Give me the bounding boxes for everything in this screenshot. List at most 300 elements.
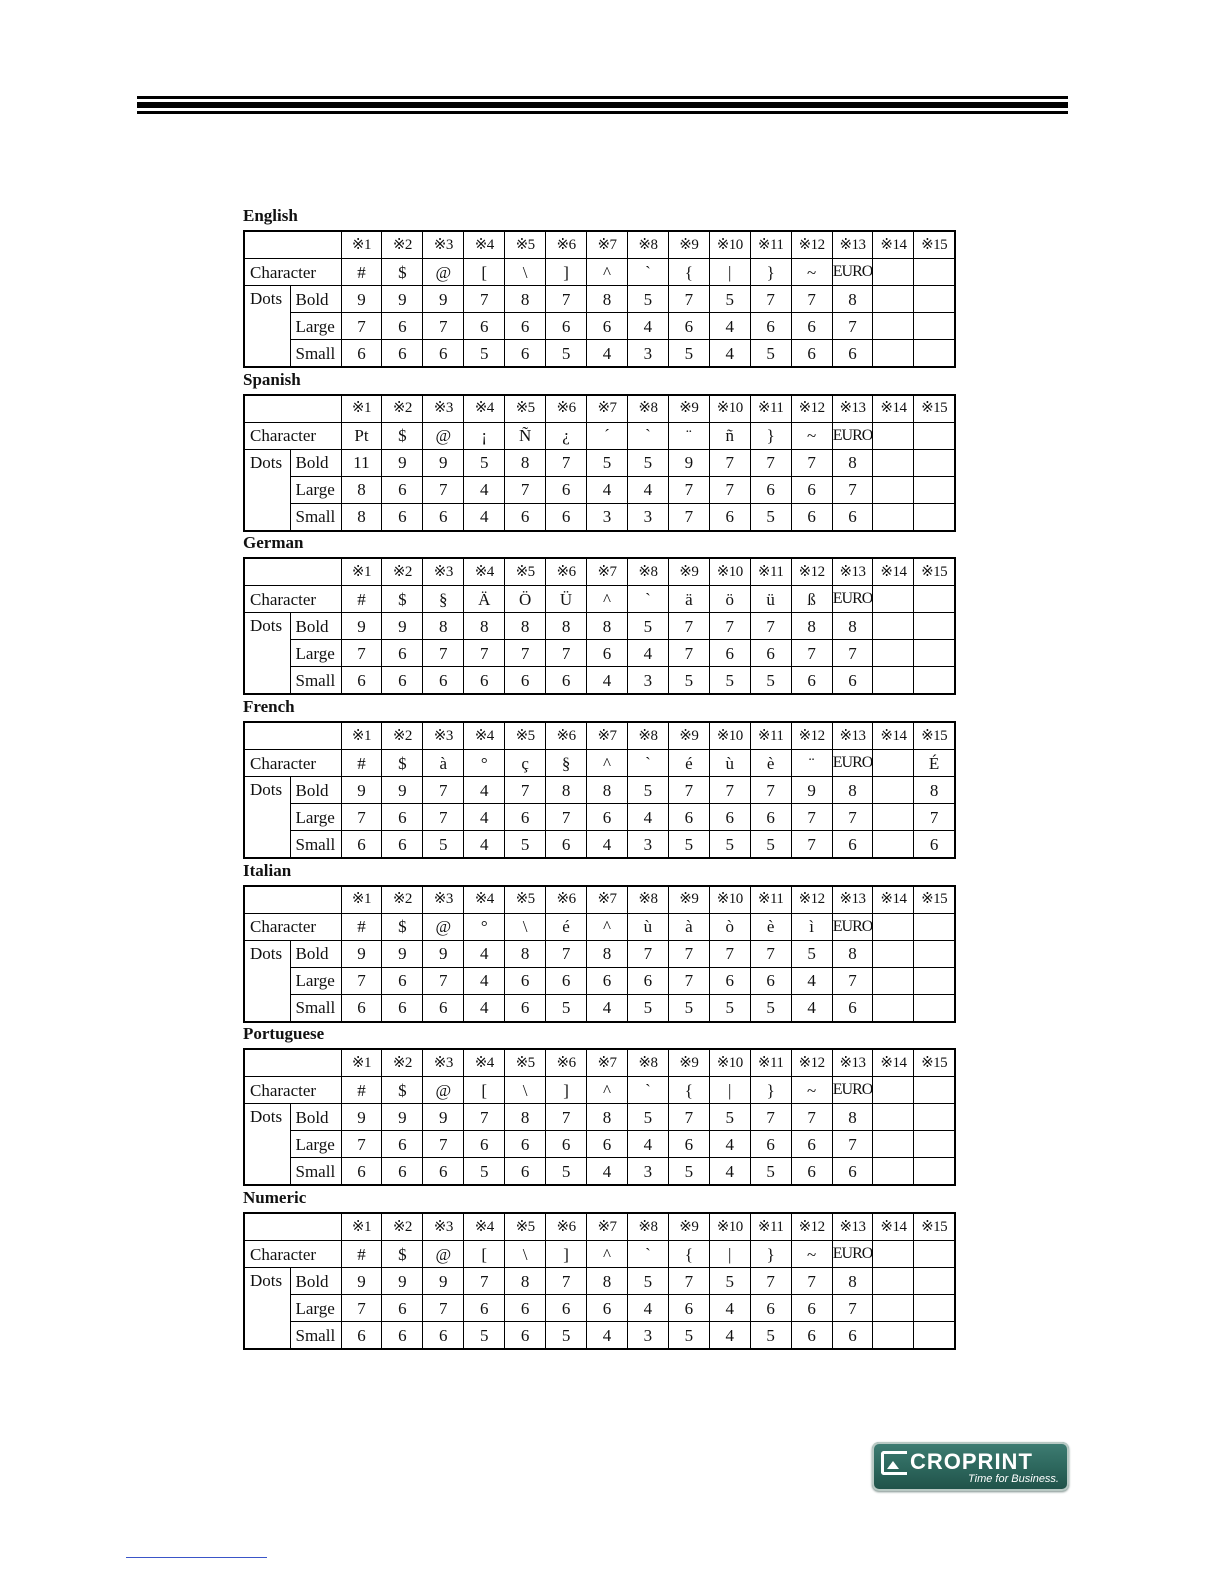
small-dots-cell: 4 bbox=[587, 1158, 628, 1186]
row-label-small: Small bbox=[290, 831, 341, 859]
column-header: ※12 bbox=[791, 1049, 832, 1077]
column-header: ※14 bbox=[873, 558, 914, 586]
bold-dots-cell: 7 bbox=[546, 449, 587, 476]
column-header: ※4 bbox=[464, 231, 505, 259]
small-dots-cell: 3 bbox=[627, 1322, 668, 1350]
bold-dots-cell: 8 bbox=[505, 1104, 546, 1131]
small-dots-cell: 6 bbox=[341, 1322, 382, 1350]
bold-dots-cell: 9 bbox=[341, 940, 382, 967]
bold-dots-cell: 8 bbox=[505, 1268, 546, 1295]
bold-dots-cell: 7 bbox=[627, 940, 668, 967]
small-dots-cell: 6 bbox=[832, 667, 873, 695]
bold-dots-cell: 7 bbox=[464, 1104, 505, 1131]
large-dots-cell bbox=[914, 1131, 955, 1158]
character-cell: ^ bbox=[587, 259, 628, 286]
character-cell: ò bbox=[709, 913, 750, 940]
column-header: ※7 bbox=[587, 1213, 628, 1241]
character-cell: @ bbox=[423, 422, 464, 449]
small-dots-cell: 5 bbox=[668, 1322, 709, 1350]
large-dots-cell: 6 bbox=[587, 313, 628, 340]
small-dots-cell: 5 bbox=[464, 1158, 505, 1186]
column-header: ※15 bbox=[914, 886, 955, 914]
small-dots-cell: 4 bbox=[587, 1322, 628, 1350]
bold-dots-cell bbox=[873, 940, 914, 967]
character-row bbox=[244, 750, 955, 777]
row-label-small: Small bbox=[290, 994, 341, 1022]
column-header: ※8 bbox=[627, 1049, 668, 1077]
character-cell: EURO bbox=[832, 259, 873, 286]
bold-dots-cell: 7 bbox=[464, 286, 505, 313]
header-rule-top bbox=[137, 96, 1068, 99]
large-dots-cell: 4 bbox=[587, 476, 628, 503]
character-cell: EURO bbox=[832, 1077, 873, 1104]
character-cell: { bbox=[668, 1241, 709, 1268]
small-dots-cell: 6 bbox=[341, 1158, 382, 1186]
character-cell: } bbox=[750, 1241, 791, 1268]
column-header: ※15 bbox=[914, 558, 955, 586]
large-dots-cell: 7 bbox=[341, 967, 382, 994]
bold-dots-cell: 5 bbox=[627, 449, 668, 476]
column-header: ※3 bbox=[423, 722, 464, 750]
bold-dots-cell bbox=[873, 286, 914, 313]
character-set-tables bbox=[243, 205, 954, 1351]
large-dots-cell bbox=[914, 967, 955, 994]
character-cell: [ bbox=[464, 1077, 505, 1104]
character-cell: ì bbox=[791, 913, 832, 940]
large-dots-cell: 6 bbox=[382, 804, 423, 831]
large-dots-cell: 6 bbox=[587, 967, 628, 994]
column-header: ※10 bbox=[709, 1213, 750, 1241]
large-dots-cell: 7 bbox=[505, 476, 546, 503]
large-dots-cell: 7 bbox=[914, 804, 955, 831]
large-dots-cell: 6 bbox=[709, 804, 750, 831]
column-header: ※3 bbox=[423, 231, 464, 259]
header-row bbox=[244, 722, 955, 750]
character-cell: # bbox=[341, 1077, 382, 1104]
character-cell: § bbox=[546, 750, 587, 777]
small-dots-cell: 6 bbox=[382, 1158, 423, 1186]
large-row bbox=[244, 476, 955, 503]
bold-dots-cell: 7 bbox=[750, 1104, 791, 1131]
large-dots-cell: 4 bbox=[627, 1131, 668, 1158]
column-header: ※1 bbox=[341, 886, 382, 914]
column-header: ※13 bbox=[832, 722, 873, 750]
small-dots-cell: 5 bbox=[668, 340, 709, 368]
character-cell: ß bbox=[791, 586, 832, 613]
character-cell: é bbox=[668, 750, 709, 777]
small-dots-cell: 6 bbox=[341, 994, 382, 1022]
column-header: ※13 bbox=[832, 231, 873, 259]
row-label-large: Large bbox=[290, 967, 341, 994]
bold-dots-cell: 7 bbox=[750, 449, 791, 476]
bold-dots-cell: 8 bbox=[832, 1268, 873, 1295]
character-cell: Pt bbox=[341, 422, 382, 449]
character-cell: $ bbox=[382, 1077, 423, 1104]
logo-peak-icon bbox=[887, 1461, 899, 1469]
column-header: ※1 bbox=[341, 231, 382, 259]
row-label-character: Character bbox=[244, 1241, 341, 1268]
large-dots-cell: 6 bbox=[791, 476, 832, 503]
small-dots-cell: 4 bbox=[587, 994, 628, 1022]
bold-dots-cell: 8 bbox=[505, 286, 546, 313]
character-cell bbox=[914, 1241, 955, 1268]
bold-row bbox=[244, 286, 955, 313]
bold-dots-cell: 4 bbox=[464, 777, 505, 804]
column-header: ※5 bbox=[505, 1049, 546, 1077]
large-dots-cell: 4 bbox=[464, 967, 505, 994]
bold-dots-cell bbox=[914, 613, 955, 640]
row-label-bold: Bold bbox=[290, 286, 341, 313]
character-cell bbox=[914, 586, 955, 613]
row-label-character: Character bbox=[244, 586, 341, 613]
column-header: ※7 bbox=[587, 886, 628, 914]
bold-dots-cell: 7 bbox=[546, 1268, 587, 1295]
header-row bbox=[244, 395, 955, 423]
column-header: ※4 bbox=[464, 558, 505, 586]
small-dots-cell: 5 bbox=[750, 831, 791, 859]
column-header: ※8 bbox=[627, 1213, 668, 1241]
column-header: ※8 bbox=[627, 886, 668, 914]
column-header: ※9 bbox=[668, 231, 709, 259]
large-dots-cell: 7 bbox=[668, 967, 709, 994]
character-cell bbox=[873, 1241, 914, 1268]
character-cell bbox=[873, 913, 914, 940]
bold-row bbox=[244, 613, 955, 640]
column-header: ※7 bbox=[587, 1049, 628, 1077]
small-dots-cell: 6 bbox=[791, 503, 832, 531]
character-cell: $ bbox=[382, 422, 423, 449]
bold-dots-cell: 9 bbox=[423, 1104, 464, 1131]
character-cell: | bbox=[709, 1241, 750, 1268]
large-dots-cell: 6 bbox=[505, 967, 546, 994]
large-dots-cell: 6 bbox=[709, 967, 750, 994]
small-dots-cell: 5 bbox=[668, 1158, 709, 1186]
bold-dots-cell: 9 bbox=[382, 1104, 423, 1131]
bold-dots-cell: 9 bbox=[382, 286, 423, 313]
character-cell: ` bbox=[627, 750, 668, 777]
row-label-bold: Bold bbox=[290, 940, 341, 967]
character-cell: è bbox=[750, 750, 791, 777]
column-header: ※15 bbox=[914, 722, 955, 750]
column-header: ※9 bbox=[668, 1213, 709, 1241]
column-header: ※5 bbox=[505, 886, 546, 914]
column-header: ※6 bbox=[546, 395, 587, 423]
small-dots-cell bbox=[873, 503, 914, 531]
small-dots-cell: 3 bbox=[627, 1158, 668, 1186]
small-dots-cell bbox=[914, 667, 955, 695]
small-dots-cell: 6 bbox=[546, 503, 587, 531]
small-dots-cell: 5 bbox=[668, 831, 709, 859]
column-header: ※12 bbox=[791, 886, 832, 914]
large-dots-cell: 7 bbox=[709, 476, 750, 503]
bold-dots-cell: 11 bbox=[341, 449, 382, 476]
large-dots-cell: 6 bbox=[464, 1131, 505, 1158]
column-header: ※14 bbox=[873, 231, 914, 259]
character-cell: @ bbox=[423, 1077, 464, 1104]
bold-dots-cell: 8 bbox=[546, 613, 587, 640]
character-cell: ] bbox=[546, 1077, 587, 1104]
bold-dots-cell: 7 bbox=[423, 777, 464, 804]
bold-dots-cell: 9 bbox=[423, 286, 464, 313]
small-dots-cell: 6 bbox=[341, 667, 382, 695]
small-dots-cell: 5 bbox=[464, 340, 505, 368]
character-cell: # bbox=[341, 913, 382, 940]
bold-dots-cell: 9 bbox=[423, 940, 464, 967]
bold-dots-cell: 7 bbox=[668, 613, 709, 640]
column-header: ※15 bbox=[914, 1213, 955, 1241]
small-dots-cell: 5 bbox=[750, 994, 791, 1022]
bold-row bbox=[244, 1104, 955, 1131]
character-cell: \ bbox=[505, 1077, 546, 1104]
character-cell: ~ bbox=[791, 1077, 832, 1104]
bold-dots-cell: 5 bbox=[464, 449, 505, 476]
column-header: ※2 bbox=[382, 722, 423, 750]
large-dots-cell: 4 bbox=[464, 804, 505, 831]
large-dots-cell bbox=[914, 1295, 955, 1322]
character-cell: # bbox=[341, 259, 382, 286]
column-header: ※11 bbox=[750, 558, 791, 586]
header-row bbox=[244, 558, 955, 586]
bold-dots-cell: 8 bbox=[914, 777, 955, 804]
character-cell: ä bbox=[668, 586, 709, 613]
bold-dots-cell: 8 bbox=[791, 613, 832, 640]
column-header: ※12 bbox=[791, 231, 832, 259]
character-cell: ¡ bbox=[464, 422, 505, 449]
small-dots-cell: 4 bbox=[464, 503, 505, 531]
large-dots-cell: 4 bbox=[627, 804, 668, 831]
logo-tagline: Time for Business. bbox=[968, 1473, 1059, 1485]
language-title: German bbox=[243, 533, 304, 553]
column-header: ※2 bbox=[382, 558, 423, 586]
character-row bbox=[244, 259, 955, 286]
small-row bbox=[244, 1322, 955, 1350]
header-rule-bottom bbox=[137, 111, 1068, 114]
column-header: ※8 bbox=[627, 395, 668, 423]
column-header: ※12 bbox=[791, 395, 832, 423]
column-header: ※5 bbox=[505, 722, 546, 750]
small-dots-cell: 6 bbox=[423, 994, 464, 1022]
large-dots-cell: 6 bbox=[546, 476, 587, 503]
column-header: ※6 bbox=[546, 886, 587, 914]
section-french bbox=[243, 696, 954, 860]
small-dots-cell: 6 bbox=[382, 503, 423, 531]
column-header: ※6 bbox=[546, 558, 587, 586]
large-dots-cell: 7 bbox=[546, 640, 587, 667]
large-row bbox=[244, 1295, 955, 1322]
large-dots-cell: 7 bbox=[505, 640, 546, 667]
row-label-bold: Bold bbox=[290, 449, 341, 476]
bold-dots-cell: 7 bbox=[668, 286, 709, 313]
character-cell: ¨ bbox=[668, 422, 709, 449]
large-dots-cell: 4 bbox=[627, 313, 668, 340]
small-dots-cell: 5 bbox=[709, 831, 750, 859]
character-cell: $ bbox=[382, 913, 423, 940]
large-dots-cell: 6 bbox=[505, 313, 546, 340]
character-cell: ü bbox=[750, 586, 791, 613]
small-dots-cell: 6 bbox=[791, 1158, 832, 1186]
small-dots-cell: 6 bbox=[505, 994, 546, 1022]
small-dots-cell: 6 bbox=[341, 340, 382, 368]
bold-dots-cell: 9 bbox=[423, 1268, 464, 1295]
character-cell: EURO bbox=[832, 913, 873, 940]
charset-table-english bbox=[243, 230, 956, 368]
small-dots-cell: 4 bbox=[587, 831, 628, 859]
row-label-dots: Dots bbox=[244, 613, 290, 695]
large-dots-cell: 7 bbox=[464, 640, 505, 667]
column-header: ※3 bbox=[423, 1049, 464, 1077]
column-header: ※14 bbox=[873, 722, 914, 750]
bold-dots-cell: 8 bbox=[505, 613, 546, 640]
row-label-dots: Dots bbox=[244, 1268, 290, 1350]
column-header: ※11 bbox=[750, 722, 791, 750]
column-header: ※4 bbox=[464, 1049, 505, 1077]
column-header: ※13 bbox=[832, 1213, 873, 1241]
character-cell: à bbox=[668, 913, 709, 940]
charset-table-french bbox=[243, 721, 956, 859]
large-dots-cell bbox=[914, 476, 955, 503]
large-dots-cell: 6 bbox=[464, 1295, 505, 1322]
column-header: ※6 bbox=[546, 1049, 587, 1077]
column-header: ※4 bbox=[464, 395, 505, 423]
small-row bbox=[244, 994, 955, 1022]
large-dots-cell: 7 bbox=[832, 967, 873, 994]
section-italian bbox=[243, 860, 954, 1024]
character-cell: Ä bbox=[464, 586, 505, 613]
row-label-large: Large bbox=[290, 640, 341, 667]
large-dots-cell: 4 bbox=[791, 967, 832, 994]
large-dots-cell: 6 bbox=[791, 1295, 832, 1322]
small-dots-cell: 3 bbox=[587, 503, 628, 531]
character-cell: Ñ bbox=[505, 422, 546, 449]
small-dots-cell: 4 bbox=[709, 1322, 750, 1350]
large-dots-cell: 6 bbox=[505, 1295, 546, 1322]
small-dots-cell bbox=[873, 340, 914, 368]
small-dots-cell: 4 bbox=[709, 340, 750, 368]
charset-table-portuguese bbox=[243, 1048, 956, 1186]
column-header: ※3 bbox=[423, 886, 464, 914]
row-label-large: Large bbox=[290, 313, 341, 340]
column-header: ※6 bbox=[546, 722, 587, 750]
bold-dots-cell bbox=[873, 1268, 914, 1295]
large-dots-cell bbox=[873, 967, 914, 994]
row-label-dots: Dots bbox=[244, 940, 290, 1022]
character-cell: Ö bbox=[505, 586, 546, 613]
character-cell bbox=[914, 1077, 955, 1104]
character-cell bbox=[914, 422, 955, 449]
small-dots-cell: 5 bbox=[750, 1158, 791, 1186]
character-cell: è bbox=[750, 913, 791, 940]
small-dots-cell: 6 bbox=[423, 1322, 464, 1350]
large-dots-cell: 7 bbox=[341, 804, 382, 831]
large-dots-cell: 6 bbox=[587, 1131, 628, 1158]
bold-dots-cell bbox=[873, 1104, 914, 1131]
small-row bbox=[244, 1158, 955, 1186]
small-dots-cell: 5 bbox=[546, 1322, 587, 1350]
column-header: ※7 bbox=[587, 395, 628, 423]
bold-dots-cell: 8 bbox=[546, 777, 587, 804]
character-row bbox=[244, 913, 955, 940]
character-cell: EURO bbox=[832, 422, 873, 449]
section-spanish bbox=[243, 369, 954, 533]
bold-dots-cell: 5 bbox=[709, 1268, 750, 1295]
large-dots-cell: 4 bbox=[627, 1295, 668, 1322]
column-header: ※13 bbox=[832, 1049, 873, 1077]
small-dots-cell: 6 bbox=[832, 1322, 873, 1350]
small-dots-cell: 5 bbox=[668, 667, 709, 695]
column-header: ※2 bbox=[382, 395, 423, 423]
large-dots-cell: 6 bbox=[750, 804, 791, 831]
small-dots-cell: 3 bbox=[627, 667, 668, 695]
column-header: ※14 bbox=[873, 1213, 914, 1241]
large-dots-cell bbox=[873, 640, 914, 667]
large-dots-cell: 7 bbox=[832, 640, 873, 667]
small-dots-cell: 6 bbox=[505, 1322, 546, 1350]
column-header: ※3 bbox=[423, 395, 464, 423]
small-row bbox=[244, 503, 955, 531]
row-label-dots: Dots bbox=[244, 449, 290, 531]
large-dots-cell: 6 bbox=[382, 640, 423, 667]
large-dots-cell bbox=[873, 1295, 914, 1322]
small-dots-cell: 3 bbox=[627, 503, 668, 531]
column-header: ※2 bbox=[382, 1049, 423, 1077]
small-dots-cell: 6 bbox=[505, 503, 546, 531]
large-dots-cell: 6 bbox=[627, 967, 668, 994]
corner-cell bbox=[244, 722, 341, 750]
charset-table-spanish bbox=[243, 394, 956, 532]
large-dots-cell: 7 bbox=[423, 476, 464, 503]
large-dots-cell: 7 bbox=[341, 1295, 382, 1322]
small-dots-cell: 6 bbox=[423, 667, 464, 695]
bold-dots-cell bbox=[873, 449, 914, 476]
character-cell: ´ bbox=[587, 422, 628, 449]
column-header: ※4 bbox=[464, 886, 505, 914]
charset-table-numeric bbox=[243, 1212, 956, 1350]
large-dots-cell: 7 bbox=[423, 804, 464, 831]
large-dots-cell: 7 bbox=[832, 476, 873, 503]
large-dots-cell: 6 bbox=[750, 476, 791, 503]
character-cell: § bbox=[423, 586, 464, 613]
small-dots-cell: 6 bbox=[382, 831, 423, 859]
character-cell: $ bbox=[382, 750, 423, 777]
small-dots-cell: 5 bbox=[546, 340, 587, 368]
bold-dots-cell: 7 bbox=[709, 777, 750, 804]
row-label-bold: Bold bbox=[290, 1268, 341, 1295]
small-dots-cell bbox=[914, 503, 955, 531]
column-header: ※8 bbox=[627, 558, 668, 586]
large-dots-cell: 6 bbox=[668, 1131, 709, 1158]
small-dots-cell: 6 bbox=[832, 503, 873, 531]
small-dots-cell: 6 bbox=[382, 340, 423, 368]
column-header: ※5 bbox=[505, 1213, 546, 1241]
column-header: ※5 bbox=[505, 558, 546, 586]
column-header: ※1 bbox=[341, 722, 382, 750]
bold-dots-cell: 4 bbox=[464, 940, 505, 967]
character-cell: ] bbox=[546, 1241, 587, 1268]
row-label-large: Large bbox=[290, 1131, 341, 1158]
bold-dots-cell: 8 bbox=[423, 613, 464, 640]
language-title: Spanish bbox=[243, 369, 301, 389]
row-label-large: Large bbox=[290, 476, 341, 503]
large-dots-cell: 6 bbox=[709, 640, 750, 667]
column-header: ※11 bbox=[750, 1213, 791, 1241]
small-dots-cell: 6 bbox=[423, 340, 464, 368]
column-header: ※9 bbox=[668, 1049, 709, 1077]
corner-cell bbox=[244, 395, 341, 423]
column-header: ※10 bbox=[709, 558, 750, 586]
large-dots-cell: 6 bbox=[750, 640, 791, 667]
large-dots-cell bbox=[873, 1131, 914, 1158]
large-dots-cell: 7 bbox=[423, 313, 464, 340]
